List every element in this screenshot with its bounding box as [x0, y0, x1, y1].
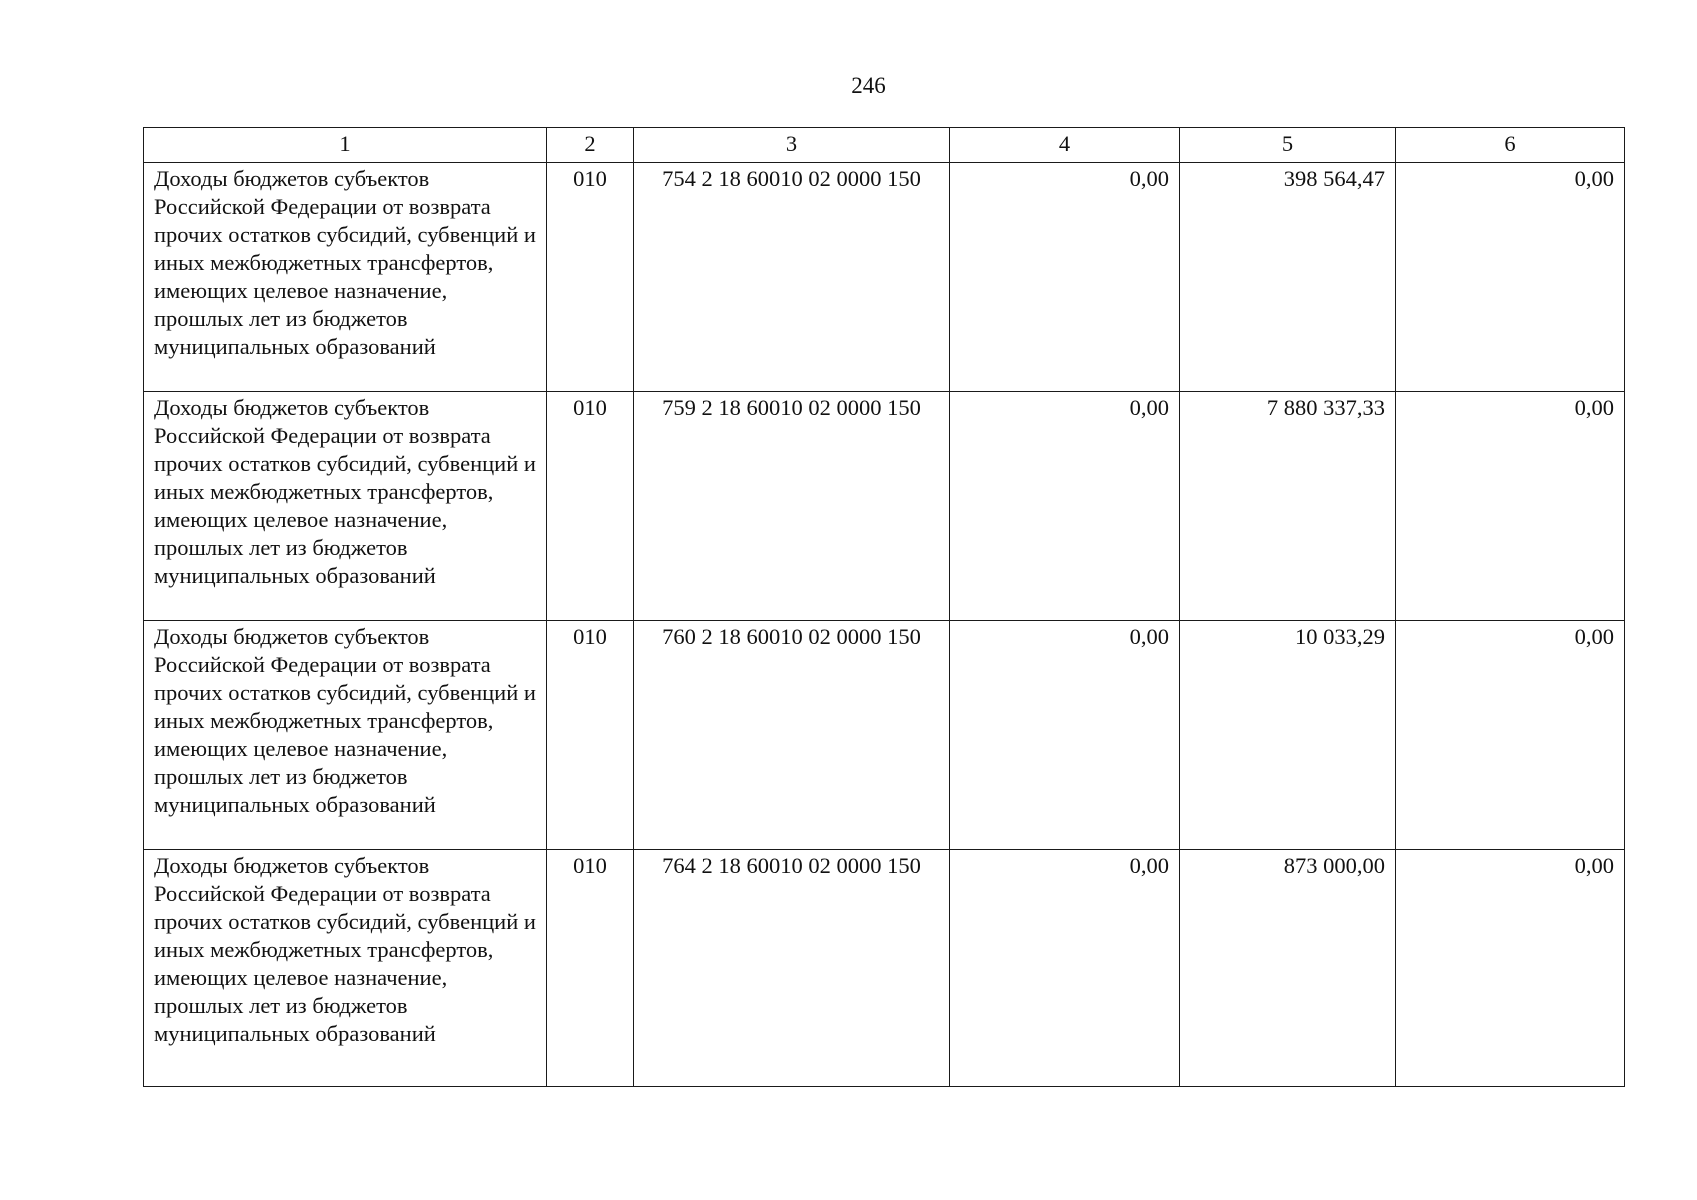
header-col-1: 1: [144, 128, 547, 163]
line-code-cell: 010: [547, 850, 634, 1087]
col6-amount-cell: 0,00: [1396, 850, 1625, 1087]
header-col-3: 3: [634, 128, 950, 163]
col4-amount-cell: 0,00: [950, 163, 1180, 392]
budget-classification-code-cell: 754 2 18 60010 02 0000 150: [634, 163, 950, 392]
col5-amount-cell: 10 033,29: [1180, 621, 1396, 850]
table-row: [144, 850, 1625, 1087]
table-row: [144, 392, 1625, 621]
budget-classification-code-cell: 760 2 18 60010 02 0000 150: [634, 621, 950, 850]
budget-classification-code-cell: 759 2 18 60010 02 0000 150: [634, 392, 950, 621]
line-code-cell: 010: [547, 392, 634, 621]
col4-amount-cell: 0,00: [950, 850, 1180, 1087]
col5-amount-cell: 873 000,00: [1180, 850, 1396, 1087]
revenue-name-cell: Доходы бюджетов субъектов Российской Федерации от возврата прочих остатков субсидий, субвенций и иных межбюджетных трансфертов, имеющих целевое назначение, прошлых лет из бюджетов муниципальных образований: [144, 850, 547, 1087]
line-code-cell: 010: [547, 163, 634, 392]
col6-amount-cell: 0,00: [1396, 621, 1625, 850]
revenue-name-cell: Доходы бюджетов субъектов Российской Федерации от возврата прочих остатков субсидий, субвенций и иных межбюджетных трансфертов, имеющих целевое назначение, прошлых лет из бюджетов муниципальных образований: [144, 392, 547, 621]
header-col-5: 5: [1180, 128, 1396, 163]
page-number: 246: [851, 73, 886, 98]
col5-amount-cell: 7 880 337,33: [1180, 392, 1396, 621]
header-col-4: 4: [950, 128, 1180, 163]
col4-amount-cell: 0,00: [950, 392, 1180, 621]
table-header-row: [144, 128, 1625, 163]
table-row: [144, 163, 1625, 392]
header-col-6: 6: [1396, 128, 1625, 163]
col6-amount-cell: 0,00: [1396, 392, 1625, 621]
revenue-name-cell: Доходы бюджетов субъектов Российской Федерации от возврата прочих остатков субсидий, субвенций и иных межбюджетных трансфертов, имеющих целевое назначение, прошлых лет из бюджетов муниципальных образований: [144, 163, 547, 392]
col6-amount-cell: 0,00: [1396, 163, 1625, 392]
revenue-name-cell: Доходы бюджетов субъектов Российской Федерации от возврата прочих остатков субсидий, субвенций и иных межбюджетных трансфертов, имеющих целевое назначение, прошлых лет из бюджетов муниципальных образований: [144, 621, 547, 850]
budget-revenue-table: [143, 127, 1625, 1087]
line-code-cell: 010: [547, 621, 634, 850]
table-row: [144, 621, 1625, 850]
budget-classification-code-cell: 764 2 18 60010 02 0000 150: [634, 850, 950, 1087]
col4-amount-cell: 0,00: [950, 621, 1180, 850]
col5-amount-cell: 398 564,47: [1180, 163, 1396, 392]
header-col-2: 2: [547, 128, 634, 163]
